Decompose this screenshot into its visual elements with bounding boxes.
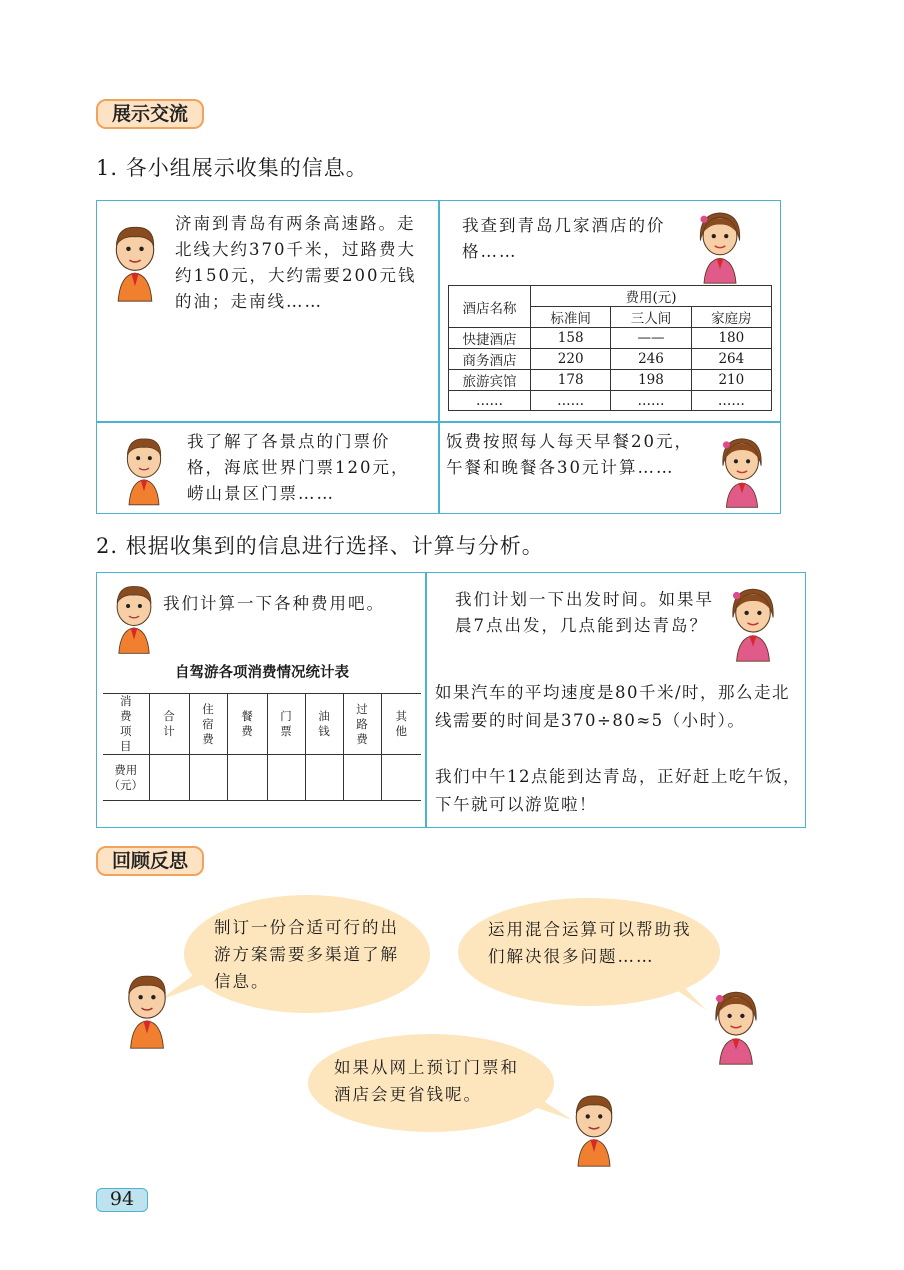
price-cell: 198 xyxy=(611,370,691,391)
price-cell: …… xyxy=(611,391,691,411)
stat-header: 其 他 xyxy=(381,694,421,755)
price-cell: 180 xyxy=(691,328,771,349)
section-tag-review-reflect: 回顾反思 xyxy=(96,846,204,876)
reflection-text-3: 如果从网上预订门票和酒店会更省钱呢。 xyxy=(334,1058,519,1104)
departure-speech: 我们计划一下出发时间。如果早晨7点出发，几点能到达青岛？ xyxy=(455,590,714,635)
highway-info-text: 济南到青岛有两条高速路。走北线大约370千米，过路费大约150元，大约需要200元钱的油；走南线…… xyxy=(175,214,417,311)
ticket-info-text: 我了解了各景点的门票价格，海底世界门票120元，崂山景区门票…… xyxy=(187,432,410,503)
price-cell: 264 xyxy=(691,349,771,370)
stat-header: 油 钱 xyxy=(305,694,343,755)
fee-header: 费用(元) xyxy=(531,286,772,307)
boy-character-icon xyxy=(118,968,176,1050)
price-cell: …… xyxy=(691,391,771,411)
price-cell: 246 xyxy=(611,349,691,370)
price-cell: …… xyxy=(531,391,611,411)
speed-calculation-text: 如果汽车的平均速度是80千米/时，那么走北线需要的时间是370÷80≈5（小时）。 xyxy=(435,683,791,730)
price-cell: 178 xyxy=(531,370,611,391)
hotel-name-cell: 商务酒店 xyxy=(449,349,531,370)
reflection-text-2: 运用混合运算可以帮助我们解决很多问题…… xyxy=(488,920,692,966)
stat-header: 过 路 费 xyxy=(343,694,381,755)
sub-header-standard: 标准间 xyxy=(531,307,611,328)
hotel-name-cell: …… xyxy=(449,391,531,411)
question-2-heading: 2. 根据收集到的信息进行选择、计算与分析。 xyxy=(96,534,544,558)
arrival-conclusion-text: 我们中午12点能到达青岛，正好赶上吃午饭，下午就可以游览啦！ xyxy=(435,767,801,814)
cost-calc-speech: 我们计算一下各种费用吧。 xyxy=(163,594,385,613)
price-cell: —— xyxy=(611,328,691,349)
stat-table-title: 自驾游各项消费情况统计表 xyxy=(175,665,349,681)
stat-header: 餐 费 xyxy=(227,694,267,755)
stat-row-label: 费用 （元） xyxy=(108,762,143,792)
sub-header-triple: 三人间 xyxy=(611,307,691,328)
price-cell: 158 xyxy=(531,328,611,349)
page-number: 94 xyxy=(96,1188,148,1212)
price-cell: 210 xyxy=(691,370,771,391)
sub-header-family: 家庭房 xyxy=(691,307,771,328)
stat-header: 消 费 项 目 xyxy=(120,694,132,753)
hotel-info-text: 我查到青岛几家酒店的价格…… xyxy=(462,216,666,261)
boy-character-icon xyxy=(564,1088,624,1168)
section-tag-show-exchange: 展示交流 xyxy=(96,99,204,129)
question-1-heading: 1. 各小组展示收集的信息。 xyxy=(96,156,368,180)
stat-header: 住 宿 费 xyxy=(189,694,227,755)
hotel-name-header: 酒店名称 xyxy=(449,286,531,328)
reflection-text-1: 制订一份合适可行的出游方案需要多渠道了解信息。 xyxy=(214,918,399,991)
hotel-name-cell: 快捷酒店 xyxy=(449,328,531,349)
girl-character-icon xyxy=(706,984,766,1066)
meal-info-text: 饭费按照每人每天早餐20元，午餐和晚餐各30元计算…… xyxy=(446,432,693,477)
stat-header: 门 票 xyxy=(267,694,305,755)
hotel-name-cell: 旅游宾馆 xyxy=(449,370,531,391)
price-cell: 220 xyxy=(531,349,611,370)
stat-header: 合 计 xyxy=(149,694,189,755)
